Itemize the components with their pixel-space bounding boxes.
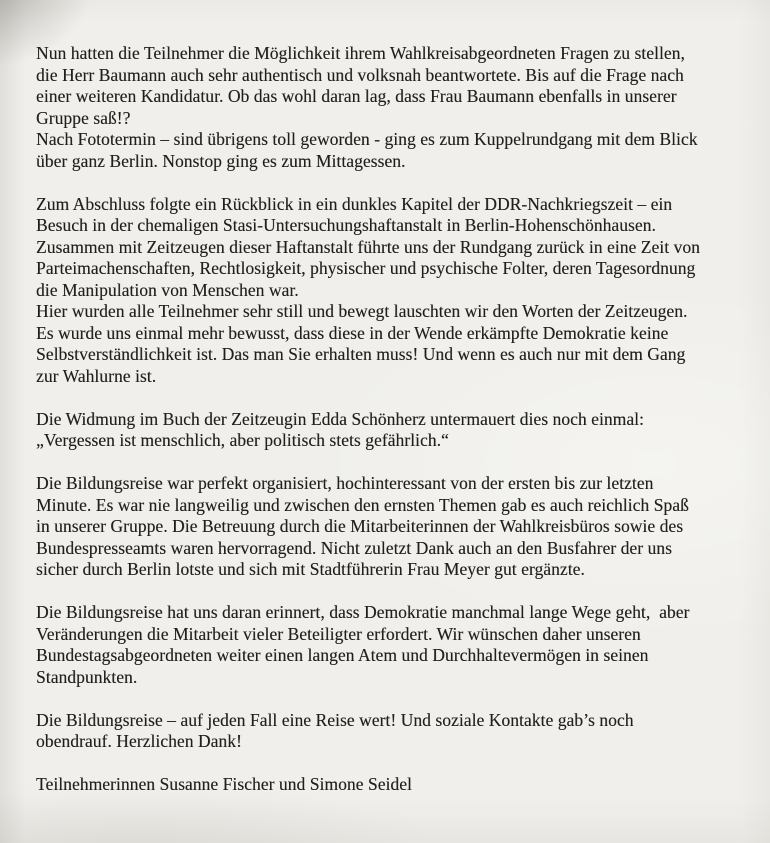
text-line: zur Wahlurne ist. xyxy=(36,365,157,386)
text-line: Veränderungen die Mitarbeit vieler Beteiligter erfordert. Wir wünschen daher unseren xyxy=(36,623,641,644)
text-line: Bundespresseamts waren hervorragend. Nicht zuletzt Dank auch an den Busfahrer der uns xyxy=(36,537,672,558)
text-line: in unserer Gruppe. Die Betreuung durch die Mitarbeiterinnen der Wahlkreisbüros sowie des xyxy=(36,516,684,536)
signature-line: Teilnehmerinnen Susanne Fischer und Simone Seidel xyxy=(36,774,412,794)
text-line: Selbstverständlichkeit ist. Das man Sie erhalten muss! Und wenn es auch nur mit dem Gang xyxy=(36,344,686,364)
text-line: Zusammen mit Zeitzeugen dieser Haftanstalt führte uns der Rundgang zurück in eine Zeit von xyxy=(36,236,700,257)
paragraph-stasi-memorial-visit xyxy=(36,194,742,388)
text-line: Die Bildungsreise hat uns daran erinnert, dass Demokratie manchmal lange Wege geht, aber xyxy=(36,602,690,622)
text-line: Standpunkten. xyxy=(36,666,138,687)
paragraph-democracy-reflection xyxy=(36,602,742,688)
paragraph-qa-session xyxy=(36,43,742,172)
text-line: Es wurde uns einmal mehr bewusst, dass diese in der Wende erkämpfte Demokratie keine xyxy=(36,322,669,343)
text-line: Besuch in der chemaligen Stasi-Untersuchungshaftanstalt in Berlin-Hohenschönhausen. xyxy=(36,215,656,235)
text-line: Hier wurden alle Teilnehmer sehr still und bewegt lauschten wir den Worten der Zeitzeugen. xyxy=(36,301,688,321)
signature-block xyxy=(36,774,742,796)
text-line: Nach Fototermin – sind übrigens toll geworden - ging es zum Kuppelrundgang mit dem Blick xyxy=(36,129,698,149)
text-line: Nun hatten die Teilnehmer die Möglichkeit ihrem Wahlkreisabgeordneten Fragen zu stellen, xyxy=(36,43,685,63)
text-line: Die Widmung im Buch der Zeitzeugin Edda Schönherz untermauert dies noch einmal: xyxy=(36,408,644,429)
text-line: sicher durch Berlin lotste und sich mit Stadtführerin Frau Meyer gut ergänzte. xyxy=(36,559,585,579)
text-line: Zum Abschluss folgte ein Rückblick in ein dunkles Kapitel der DDR-Nachkriegszeit – ein xyxy=(36,193,673,214)
paragraph-closing-thanks xyxy=(36,710,742,753)
text-line: Die Bildungsreise – auf jeden Fall eine Reise wert! Und soziale Kontakte gab’s noch xyxy=(36,709,634,730)
text-line: über ganz Berlin. Nonstop ging es zum Mittagessen. xyxy=(36,150,406,171)
text-line: Bundestagsabgeordneten weiter einen langen Atem und Durchhaltevermögen in seinen xyxy=(36,645,649,665)
text-line: Die Bildungsreise war perfekt organisiert, hochinteressant von der ersten bis zur letzten xyxy=(36,473,654,493)
text-line: Minute. Es war nie langweilig und zwischen den ernsten Themen gab es auch reichlich Spaß xyxy=(36,494,689,515)
paragraph-trip-praise xyxy=(36,473,742,581)
paragraph-dedication-quote xyxy=(36,409,742,452)
text-line: die Herr Baumann auch sehr authentisch und volksnah beantwortete. Bis auf die Frage nach xyxy=(36,64,684,85)
text-line: einer weiteren Kandidatur. Ob das wohl daran lag, dass Frau Baumann ebenfalls in unserer xyxy=(36,86,677,106)
text-line: die Manipulation von Menschen war. xyxy=(36,279,299,300)
letter-body-text xyxy=(36,43,742,796)
text-line: Gruppe saß!? xyxy=(36,107,131,128)
text-line: Parteimachenschaften, Rechtlosigkeit, physischer und psychische Folter, deren Tagesordnung xyxy=(36,258,696,278)
quote-line: „Vergessen ist menschlich, aber politisch stets gefährlich.“ xyxy=(36,430,449,450)
text-line: obendrauf. Herzlichen Dank! xyxy=(36,731,242,751)
